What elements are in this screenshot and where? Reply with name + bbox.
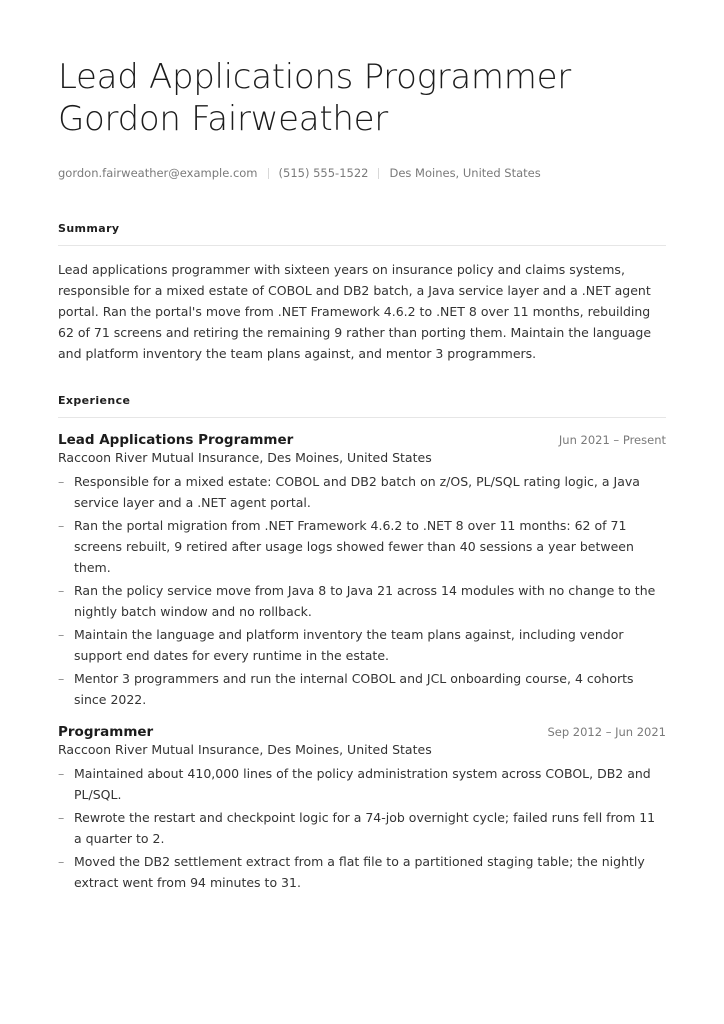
job-bullet-text: Maintain the language and platform inventory the team plans against, including vendor support end dates for every runtime in the estate.	[74, 627, 624, 663]
experience-section	[58, 394, 666, 893]
job-bullet-text: Ran the portal migration from .NET Framework 4.6.2 to .NET 8 over 11 months: 62 of 71 screens rebuilt, 9 retired after usage logs showed fewer than 40 sessions a year between them.	[74, 518, 634, 575]
job-header	[58, 432, 666, 448]
job-bullet-text: Rewrote the restart and checkpoint logic for a 74-job overnight cycle; failed runs fell from 11 a quarter to 2.	[74, 810, 656, 846]
job-header	[58, 724, 666, 740]
job-dates: Sep 2012 – Jun 2021	[547, 725, 666, 739]
job-bullets	[58, 471, 666, 710]
job-bullets	[58, 763, 666, 893]
experience-heading: Experience	[58, 394, 666, 418]
dash-icon: –	[58, 766, 65, 781]
summary-text: Lead applications programmer with sixteen years on insurance policy and claims systems, responsible for a mixed estate of COBOL and DB2 batch, a Java service layer and a .NET agent portal. Ran the portal's move from .NET Framework 4.6.2 to .NET 8 over 11 months, rebuilding 62 of 71 screens and retiring the remaining 9 rather than porting them. Maintain the language and platform inventory the team plans against, and mentor 3 programmers.	[58, 262, 652, 361]
candidate-name: Gordon Fairweather	[58, 99, 388, 139]
job-bullet-text: Mentor 3 programmers and run the internal COBOL and JCL onboarding course, 4 cohorts since 2022.	[74, 671, 634, 707]
dash-icon: –	[58, 671, 65, 686]
job-title: Lead Applications Programmer	[58, 432, 294, 448]
job-title: Programmer	[58, 724, 154, 740]
job-entry	[58, 724, 666, 893]
job-company: Raccoon River Mutual Insurance, Des Moines, United States	[58, 450, 432, 465]
dash-icon: –	[58, 583, 65, 598]
job-bullet	[58, 763, 666, 805]
job-entry	[58, 432, 666, 710]
dash-icon: –	[58, 627, 65, 642]
contact-info	[58, 166, 666, 180]
contact-divider	[268, 168, 269, 179]
resume-header	[58, 56, 666, 140]
job-bullet	[58, 471, 666, 513]
job-title-heading: Lead Applications Programmer	[58, 57, 571, 97]
contact-email[interactable]: gordon.fairweather@example.com	[58, 166, 258, 180]
job-bullet	[58, 515, 666, 578]
job-bullet	[58, 580, 666, 622]
dash-icon: –	[58, 854, 65, 869]
job-bullet	[58, 624, 666, 666]
dash-icon: –	[58, 474, 65, 489]
summary-section	[58, 222, 666, 364]
job-bullet	[58, 668, 666, 710]
job-bullet	[58, 807, 666, 849]
summary-heading: Summary	[58, 222, 666, 246]
job-company: Raccoon River Mutual Insurance, Des Moines, United States	[58, 742, 432, 757]
dash-icon: –	[58, 810, 65, 825]
job-bullet-text: Responsible for a mixed estate: COBOL and DB2 batch on z/OS, PL/SQL rating logic, a Java service layer and a .NET agent portal.	[74, 474, 640, 510]
job-bullet-text: Maintained about 410,000 lines of the policy administration system across COBOL, DB2 and PL/SQL.	[74, 766, 651, 802]
contact-phone[interactable]: (515) 555-1522	[278, 166, 369, 180]
contact-divider	[378, 168, 379, 179]
resume-page	[58, 56, 666, 895]
job-dates: Jun 2021 – Present	[558, 433, 666, 447]
job-bullet-text: Ran the policy service move from Java 8 to Java 21 across 14 modules with no change to the nightly batch window and no rollback.	[74, 583, 656, 619]
job-bullet	[58, 851, 666, 893]
contact-location: Des Moines, United States	[389, 166, 541, 180]
dash-icon: –	[58, 518, 65, 533]
job-bullet-text: Moved the DB2 settlement extract from a flat file to a partitioned staging table; the nightly extract went from 94 minutes to 31.	[74, 854, 645, 890]
